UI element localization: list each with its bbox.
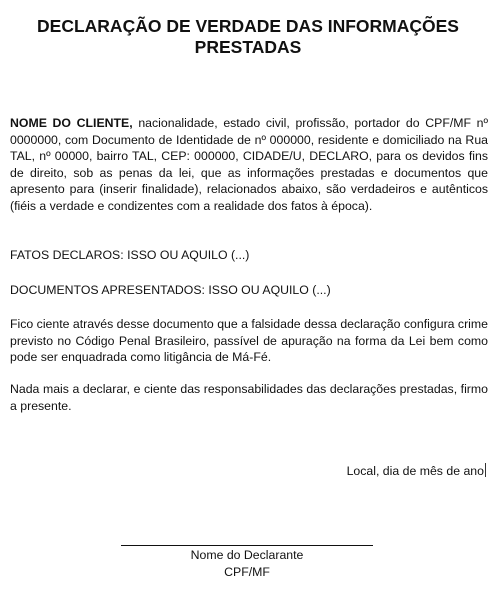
signature-name: Nome do Declarante [190,548,304,562]
document-title: DECLARAÇÃO DE VERDADE DAS INFORMAÇÕES PRESTADAS [37,16,459,57]
falsity-notice-paragraph: Fico ciente através desse documento que a falsidade dessa declaração configura crime previsto no Código Penal Brasileiro, passível de apuração na forma da Lei bem como pode ser enquadrada como litigância de Má-Fé. [10,317,488,364]
date-line-text: Local, dia de mês de ano [346,464,484,478]
date-line[interactable] [347,463,486,479]
text-cursor [485,463,486,477]
client-name: NOME DO CLIENTE, [10,116,133,130]
signature-line [121,545,373,546]
signature-id: CPF/MF [224,565,270,579]
closing-paragraph: Nada mais a declarar, e ciente das responsabilidades das declarações prestadas, firmo a presente. [10,382,488,413]
declared-facts: FATOS DECLAROS: ISSO OU AQUILO (...) [10,248,250,262]
declaration-paragraph [10,115,488,214]
declaration-text: nacionalidade, estado civil, profissão, portador do CPF/MF nº 0000000, com Documento de Identidade de nº 000000, residente e domiciliado na Rua TAL, nº 00000, bairro TAL, CEP: 000000, CIDADE/U, DECLARO, para os devidos fins de direito, sob as penas da lei, que as informações prestadas e documentos que apresento para (inserir finalidade), relacionados abaixo, são verdadeiros e autênticos (fiéis a verdade e condizentes com a realidade dos fatos à época). [10,116,488,213]
presented-documents: DOCUMENTOS APRESENTADOS: ISSO OU AQUILO (...) [10,283,331,297]
